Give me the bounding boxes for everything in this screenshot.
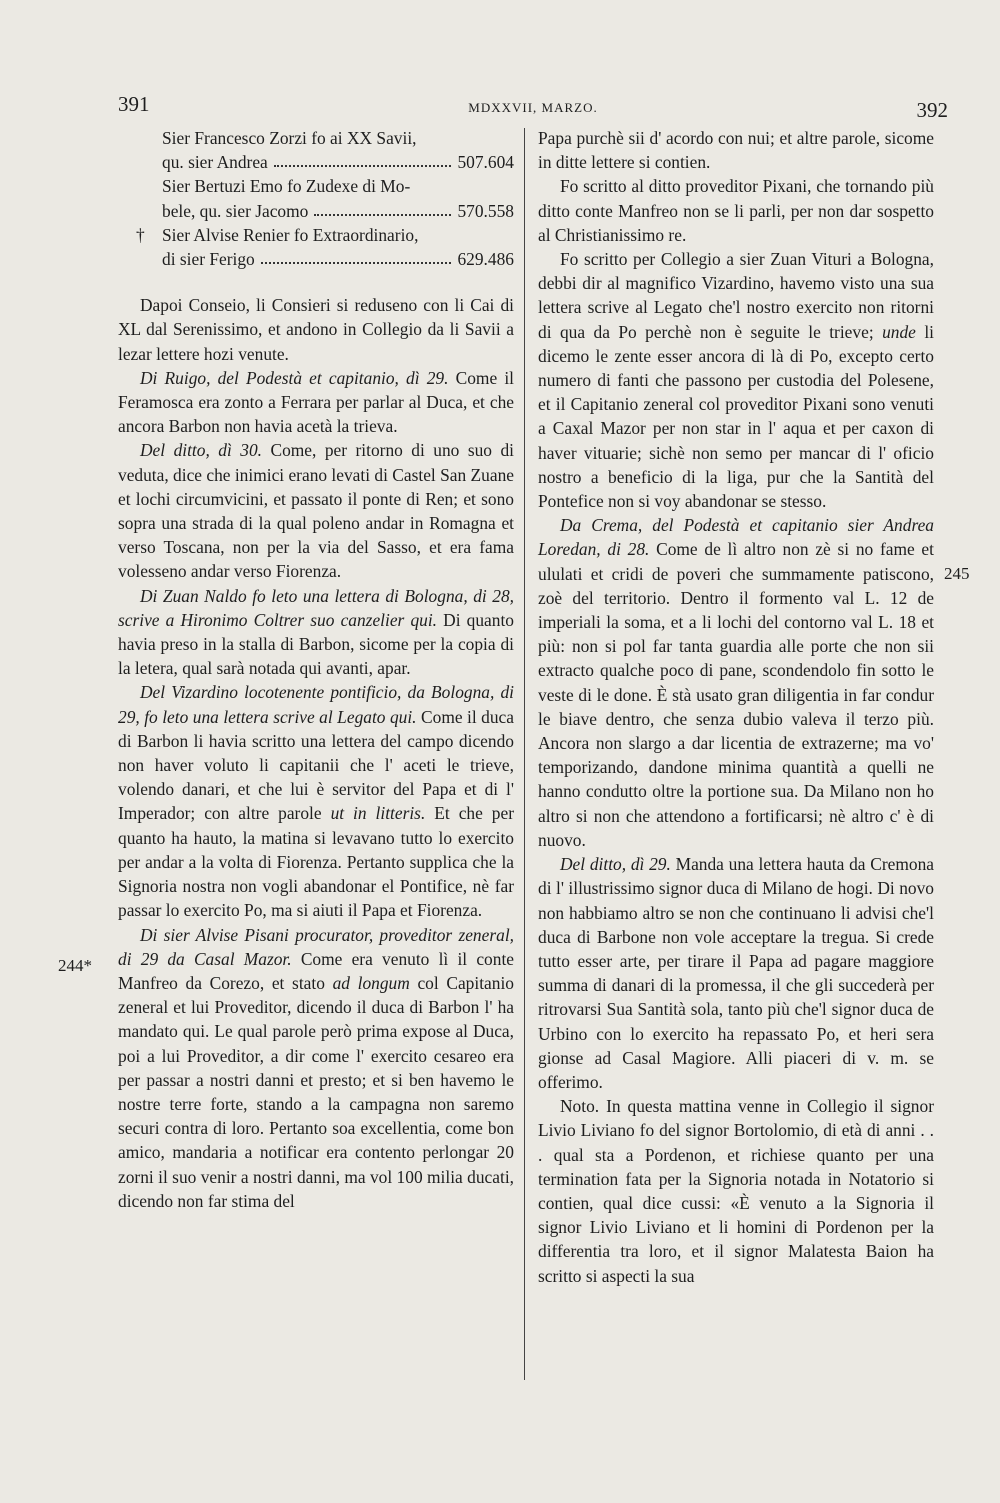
list-item-value: 507.604 xyxy=(457,152,514,173)
list-item xyxy=(118,126,514,174)
running-title: MDXXVII, MARZO. xyxy=(468,100,598,115)
paragraph: Noto. In questa mattina venne in Collegio il signor Livio Liviano fo del signor Bortolomio, di età di anni . . . qual sta a Pordenon, et richiese quanto per una termination fata per la Signoria notada in Notatorio si contien, qual dice cussi: «È venuto a la Signoria il signor Livio Liviano et li homini di Pordenon per la differentia tra loro, et il signor Malatesta Baion ha scritto si aspecti la sua xyxy=(538,1096,934,1286)
list-item-value: 629.486 xyxy=(457,249,514,270)
column-left xyxy=(118,126,514,1213)
list-item-value: 570.558 xyxy=(457,200,514,221)
paragraph: Del ditto, dì 30. Come, per ritorno di uno suo di veduta, dice che inimici erano levati di Castel San Zuane et lochi circumvicini, et passato il ponte di Ren; et sono sopra una strada di la qual poleno andar in Romagna et verso Toscana, non per la via del Sasso, et era fama volesseno andar verso Fiorenza. xyxy=(118,440,514,582)
page-number-left: 391 xyxy=(118,92,150,116)
margin-note-right: 245 xyxy=(944,564,970,583)
paragraph: Del Vizardino locotenente pontificio, da Bologna, di 29, fo leto una lettera scrive al Legato qui. Come il duca di Barbon li havia scritto una lettera del campo dicendo non haver voluto li capitanii che l' aceti le trieve, volendo danari, et che lui è servitor del Papa et di l' Imperador; con altre parole ut in litteris. Et che per quanto ha hauto, la matina si levavano tutto lo exercito per andar a la volta di Fiorenza. Pertanto supplica che la Signoria nostra non vogli abandonar el Pontifice, nè far passar lo exercito Po, ma si aiuti il Papa et Fiorenza. xyxy=(118,682,514,921)
column-divider xyxy=(524,128,525,1380)
list-item-label: bele, qu. sier Jacomo xyxy=(162,200,309,221)
paragraph: Fo scritto al ditto proveditor Pixani, che tornando più ditto conte Manfreo non se li parli, per non dar sospetto al Christianissimo re. xyxy=(538,176,934,245)
list-item-line: † Sier Alvise Renier fo Extraordinario, xyxy=(118,223,514,247)
column-right xyxy=(538,126,934,1288)
paragraph: Di Zuan Naldo fo leto una lettera di Bologna, di 28, scrive a Hironimo Coltrer suo canzelier qui. Di quanto havia preso in la stalla di Barbon, sicome per la copia di la letera, qual sarà notada qui avanti, apar. xyxy=(118,585,514,679)
page-number-right: 392 xyxy=(916,98,948,122)
paragraph: Di Ruigo, del Podestà et capitanio, dì 29. Come il Feramosca era zonto a Ferrara per parlar al Duca, et che ancora Barbon non havia acetà la trieva. xyxy=(118,367,514,437)
list-item-line xyxy=(118,150,514,174)
list-item-line: Sier Francesco Zorzi fo ai XX Savii, xyxy=(162,128,417,148)
list-item-label: di sier Ferigo xyxy=(162,249,255,270)
paragraph: Del ditto, dì 29. Manda una lettera hauta da Cremona di l' illustrissimo signor duca di Milano de hogi. Di novo non habbiamo altro se non che continuano li advisi che'l duca di Barbone non vole acceptare la tregua. Si crede tutto esser arte, per tirare il Papa ad pagare maggiore summa di danari di la promessa, il che gli succederà per ritrovarsi Sua Santità sola, tanto più che'l signor duca de Urbino con lo exercito ha repassato Po, et heri sera gionse ad Casal Magiore. Alli piaceri di v. m. se offerimo. xyxy=(538,854,935,1092)
list-item-label: qu. sier Andrea xyxy=(162,152,268,173)
list-item-line xyxy=(118,199,514,223)
cross-mark: † xyxy=(136,224,145,245)
margin-note-left: 244* xyxy=(58,956,92,975)
paragraph: Da Crema, del Podestà et capitanio sier Andrea Loredan, di 28. Come de lì altro non zè si no fame et ululati et cridi de poveri che summamente patiscono, zoè del territorio. Dentro il formento val L. 12 de imperiali la soma, et a li lochi del contorno val L. 18 et più: non si pol far tanta guardia alle porte che non sii extracto qualche poco di pane, scondendolo fin sotto le veste di le done. È stà usato gran diligentia in far condur le biave dentro, che senza dubio valeva il terzo più. Ancora non slargo a dar licentia de extrazerne; ma vo' temporizando, dandone minima quantità a quelli ne hanno condutto oltre la portione sua. Da Milano non ho altro si non che attendono a fortificarsi; nè altro c' è di nuovo. xyxy=(538,515,934,850)
list-item-line xyxy=(118,247,514,271)
running-head xyxy=(118,92,948,122)
paragraph: Fo scritto per Collegio a sier Zuan Vituri a Bologna, debbi dir al magnifico Vizardino, havemo visto una sua lettera scrive al Legato che'l nostro exercito non ritorni di qua da Po perchè non è seguite le trieve; unde li dicemo le zente esser ancora di là di Po, excepto certo numero di fanti che passono per custodia del Polesene, et il Capitanio zeneral col proveditor Pixani sono venuti a Caxal Mazor per non star in l' aqua et per caxon di haver vituarie; sichè non semo per mancar di l' oficio nostro a beneficio di la liga, pur che la Santità del Pontefice non si voy abandonar se stesso. xyxy=(538,249,934,512)
paragraph: Dapoi Conseio, li Consieri si reduseno con li Cai di XL dal Serenissimo, et andono in Collegio da li Savii a lezar lettere hozi venute. xyxy=(118,295,514,364)
paragraph: Di sier Alvise Pisani procurator, proveditor zeneral, di 29 da Casal Mazor. Come era venuto lì il conte Manfreo da Corezo, et stato ad longum col Capitanio zeneral et lui Proveditor, dicendo il duca di Barbon l' ha mandato qui. Le qual parole però prima expose al Duca, poi a lui Proveditor, a dir come l' exercito cesareo era per passar a nostri danni et presto; et si ben havemo le nostre terre forte, stando a la campagna non saremo securi contra di loro. Pertanto soa excellentia, come bon amico, mandaria a notificar era contento perlongar 20 zorni il suo venir a nostri danni, ma vol 100 milia ducati, dicendo non far stima del xyxy=(118,924,514,1211)
list-item xyxy=(118,223,514,271)
list-item xyxy=(118,174,514,222)
paragraph: Papa purchè sii d' acordo con nui; et altre parole, sicome in ditte lettere si contien. xyxy=(538,128,934,173)
list-item-line: Sier Bertuzi Emo fo Zudexe di Mo- xyxy=(162,176,411,197)
